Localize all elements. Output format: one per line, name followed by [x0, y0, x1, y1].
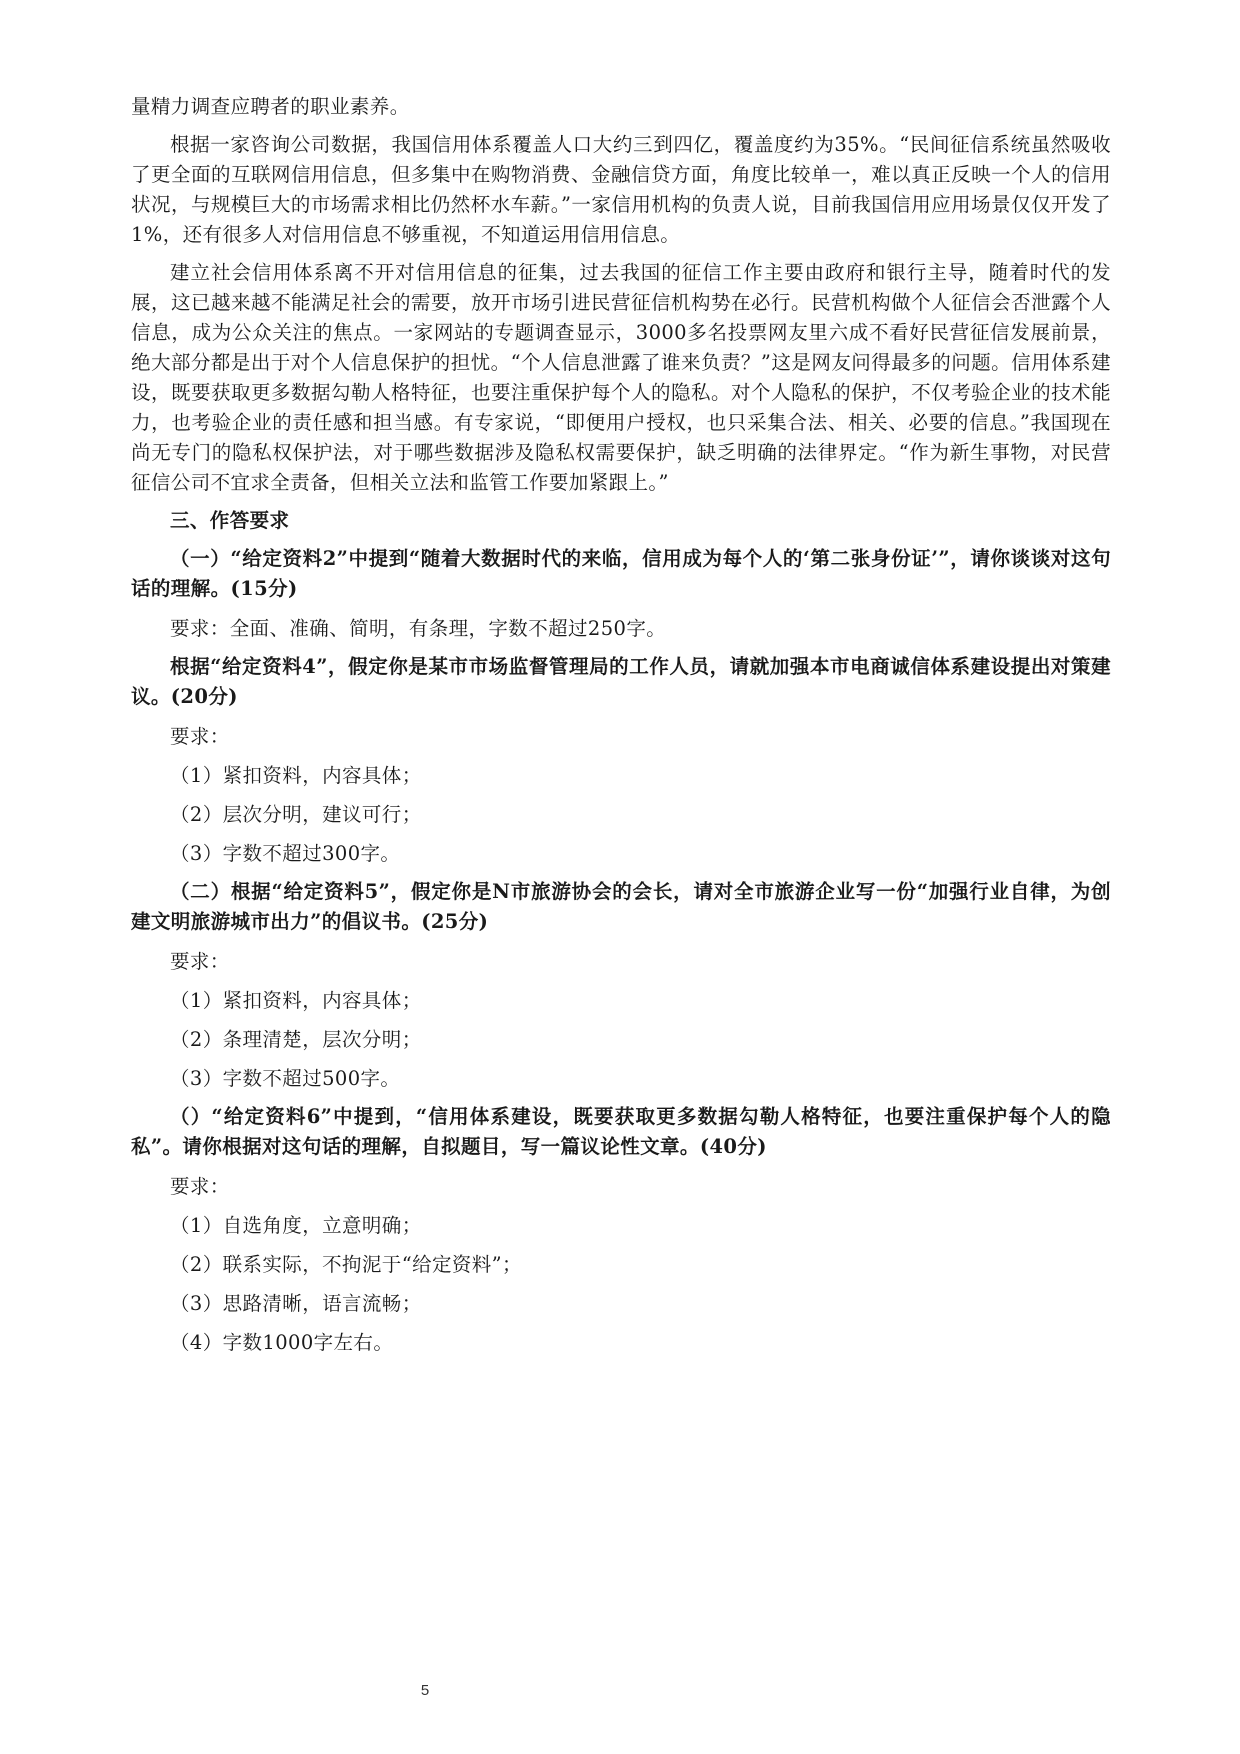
requirement-item: （3）字数不超过500字。	[170, 1067, 401, 1090]
section-title: 三、作答要求	[170, 509, 290, 532]
question-requirement: 要求：	[170, 725, 230, 748]
requirement-item: （1）自选角度，立意明确；	[170, 1214, 422, 1237]
question-block-4	[131, 1102, 1111, 1358]
question-requirement: 要求：	[170, 950, 230, 973]
question-block-1	[131, 544, 1111, 644]
question-title: （二）根据“给定资料5”，假定你是N市旅游协会的会长，请对全市旅游企业写一份“加强行业自律，为创建文明旅游城市出力”的倡议书。(25分)	[131, 880, 1111, 933]
requirement-item: （2）条理清楚，层次分明；	[170, 1028, 422, 1051]
requirement-item: （1）紧扣资料，内容具体；	[170, 764, 422, 787]
question-title: 根据“给定资料4”，假定你是某市市场监督管理局的工作人员，请就加强本市电商诚信体系建设提出对策建议。(20分)	[131, 655, 1111, 708]
material-paragraph-continued: 量精力调查应聘者的职业素养。	[131, 95, 410, 118]
requirement-item: （1）紧扣资料，内容具体；	[170, 989, 422, 1012]
requirement-item: （3）思路清晰，语言流畅；	[170, 1292, 422, 1315]
question-title: （一）“给定资料2”中提到“随着大数据时代的来临，信用成为每个人的‘第二张身份证’”，请你谈谈对这句话的理解。(15分)	[131, 547, 1111, 600]
material-paragraph-credit-coverage: 根据一家咨询公司数据，我国信用体系覆盖人口大约三到四亿，覆盖度约为35%。“民间征信系统虽然吸收了更全面的互联网信用信息，但多集中在购物消费、金融信贷方面，角度比较单一，难以真正反映一个人的信用状况，与规模巨大的市场需求相比仍然杯水车薪。”一家信用机构的负责人说，目前我国信用应用场景仅仅开发了1%，还有很多人对信用信息不够重视，不知道运用信用信息。	[131, 133, 1111, 246]
question-requirement: 要求：	[170, 1175, 230, 1198]
question-block-3	[131, 877, 1111, 1094]
requirement-item: （2）层次分明，建议可行；	[170, 803, 422, 826]
page-number: 5	[420, 1682, 430, 1699]
question-requirement: 要求：全面、准确、简明，有条理，字数不超过250字。	[170, 617, 667, 640]
document-page	[131, 92, 1111, 1358]
question-title: （）“给定资料6”中提到，“信用体系建设，既要获取更多数据勾勒人格特征，也要注重保护每个人的隐私”。请你根据对这句话的理解，自拟题目，写一篇议论性文章。(40分)	[131, 1105, 1111, 1158]
requirement-item: （2）联系实际，不拘泥于“给定资料”；	[170, 1253, 522, 1276]
requirement-item: （3）字数不超过300字。	[170, 842, 401, 865]
question-block-2	[131, 652, 1111, 869]
requirement-item: （4）字数1000字左右。	[170, 1331, 394, 1354]
material-paragraph-private-credit: 建立社会信用体系离不开对信用信息的征集，过去我国的征信工作主要由政府和银行主导，随着时代的发展，这已越来越不能满足社会的需要，放开市场引进民营征信机构势在必行。民营机构做个人征信会否泄露个人信息，成为公众关注的焦点。一家网站的专题调查显示，3000多名投票网友里六成不看好民营征信发展前景，绝大部分都是出于对个人信息保护的担忧。“个人信息泄露了谁来负责？”这是网友问得最多的问题。信用体系建设，既要获取更多数据勾勒人格特征，也要注重保护每个人的隐私。对个人隐私的保护，不仅考验企业的技术能力，也考验企业的责任感和担当感。有专家说，“即便用户授权，也只采集合法、相关、必要的信息。”我国现在尚无专门的隐私权保护法，对于哪些数据涉及隐私权需要保护，缺乏明确的法律界定。“作为新生事物，对民营征信公司不宜求全责备，但相关立法和监管工作要加紧跟上。”	[131, 261, 1111, 494]
